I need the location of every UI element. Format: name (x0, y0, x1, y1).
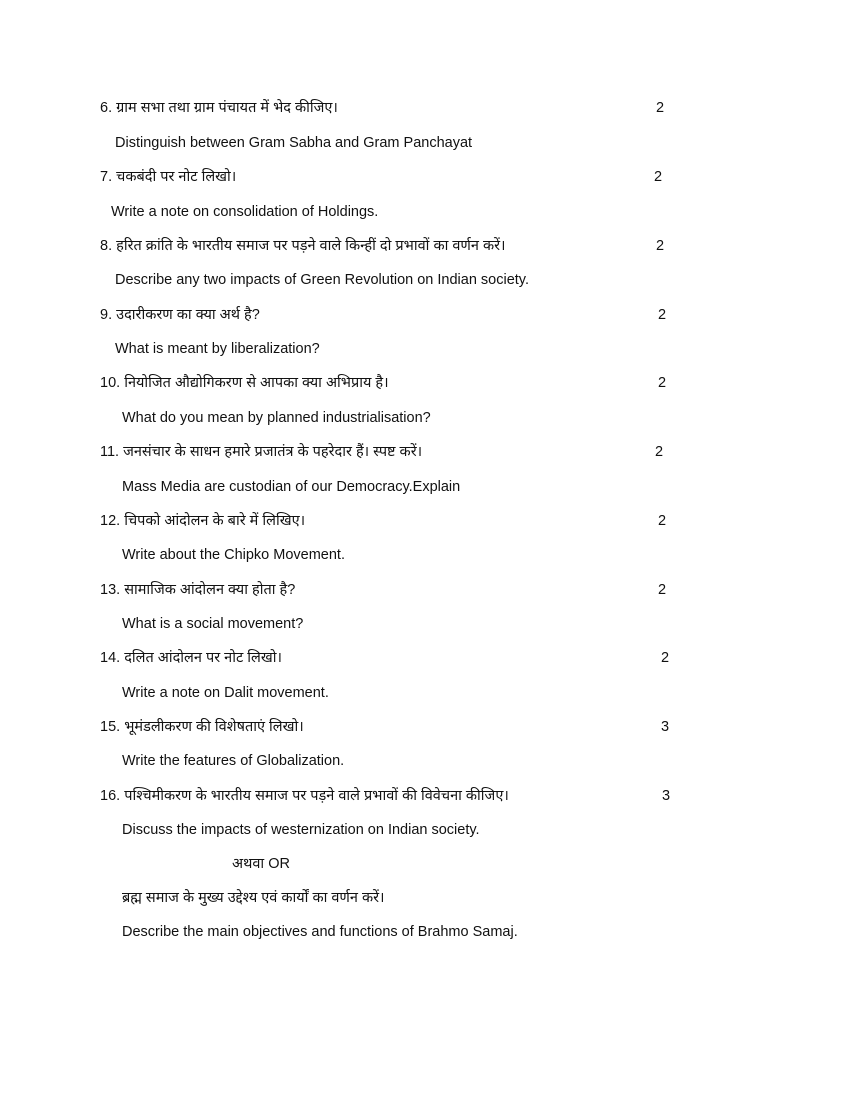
question-14-hindi (100, 649, 282, 667)
question-15-hindi (100, 718, 304, 736)
question-6-english: Distinguish between Gram Sabha and Gram Panchayat (115, 135, 473, 151)
question-12-marks: 2 (658, 513, 667, 529)
question-14-marks: 2 (661, 650, 670, 666)
question-number: 11. (100, 444, 120, 460)
question-13-hindi (100, 581, 295, 599)
question-number: 16. (100, 788, 121, 804)
question-11-english: Mass Media are custodian of our Democracy.Explain (122, 479, 461, 495)
question-14-english: Write a note on Dalit movement. (122, 685, 329, 701)
question-number: 6. (100, 100, 113, 116)
question-8-hindi (100, 237, 506, 255)
question-13-english: What is a social movement? (122, 616, 304, 632)
question-text-hindi: दलित आंदोलन पर नोट लिखो। (124, 650, 282, 666)
question-text-hindi: पश्चिमीकरण के भारतीय समाज पर पड़ने वाले प्रभावों की विवेचना कीजिए। (124, 788, 509, 804)
question-12-english: Write about the Chipko Movement. (122, 547, 345, 563)
question-10-marks: 2 (658, 375, 667, 391)
question-number: 9. (100, 307, 113, 323)
question-9-english: What is meant by liberalization? (115, 341, 320, 357)
question-number: 15. (100, 719, 121, 735)
question-10-english: What do you mean by planned industrialisation? (122, 410, 431, 426)
question-8-marks: 2 (656, 238, 665, 254)
question-number: 14. (100, 650, 121, 666)
question-9-marks: 2 (658, 307, 667, 323)
question-number: 8. (100, 238, 113, 254)
question-number: 10. (100, 375, 121, 391)
question-text-hindi: नियोजित औद्योगिकरण से आपका क्या अभिप्राय है। (124, 375, 389, 391)
question-16-hindi (100, 787, 509, 805)
question-text-hindi: चिपको आंदोलन के बारे में लिखिए। (124, 513, 306, 529)
question-text-hindi: सामाजिक आंदोलन क्या होता है? (124, 582, 296, 598)
question-13-marks: 2 (658, 582, 667, 598)
question-text-hindi: जनसंचार के साधन हमारे प्रजातंत्र के पहरेदार हैं। स्पष्ट करें। (123, 444, 423, 460)
question-text-hindi: उदारीकरण का क्या अर्थ है? (116, 307, 260, 323)
question-text-hindi: भूमंडलीकरण की विशेषताएं लिखो। (124, 719, 304, 735)
question-9-hindi (100, 306, 260, 324)
alternative-question-hindi: ब्रह्म समाज के मुख्य उद्देश्य एवं कार्यों का वर्णन करें। (122, 890, 385, 906)
question-6-marks: 2 (656, 100, 665, 116)
question-6-hindi (100, 99, 338, 117)
question-number: 12. (100, 513, 121, 529)
question-12-hindi (100, 512, 305, 530)
question-7-marks: 2 (654, 169, 663, 185)
question-number: 13. (100, 582, 121, 598)
or-separator: अथवा OR (232, 856, 290, 872)
question-15-marks: 3 (661, 719, 670, 735)
question-7-hindi (100, 168, 236, 186)
question-15-english: Write the features of Globalization. (122, 753, 345, 769)
question-number: 7. (100, 169, 113, 185)
question-text-hindi: हरित क्रांति के भारतीय समाज पर पड़ने वाले किन्हीं दो प्रभावों का वर्णन करें। (116, 238, 506, 254)
question-10-hindi (100, 374, 389, 392)
alternative-question-english: Describe the main objectives and functions of Brahmo Samaj. (122, 924, 518, 940)
question-11-marks: 2 (655, 444, 664, 460)
question-11-hindi (100, 443, 422, 461)
question-text-hindi: चकबंदी पर नोट लिखो। (116, 169, 237, 185)
question-text-hindi: ग्राम सभा तथा ग्राम पंचायत में भेद कीजिए। (116, 100, 338, 116)
question-7-english: Write a note on consolidation of Holdings. (111, 204, 379, 220)
question-8-english: Describe any two impacts of Green Revolution on Indian society. (115, 272, 529, 288)
question-16-marks: 3 (662, 788, 671, 804)
question-16-english: Discuss the impacts of westernization on Indian society. (122, 822, 480, 838)
